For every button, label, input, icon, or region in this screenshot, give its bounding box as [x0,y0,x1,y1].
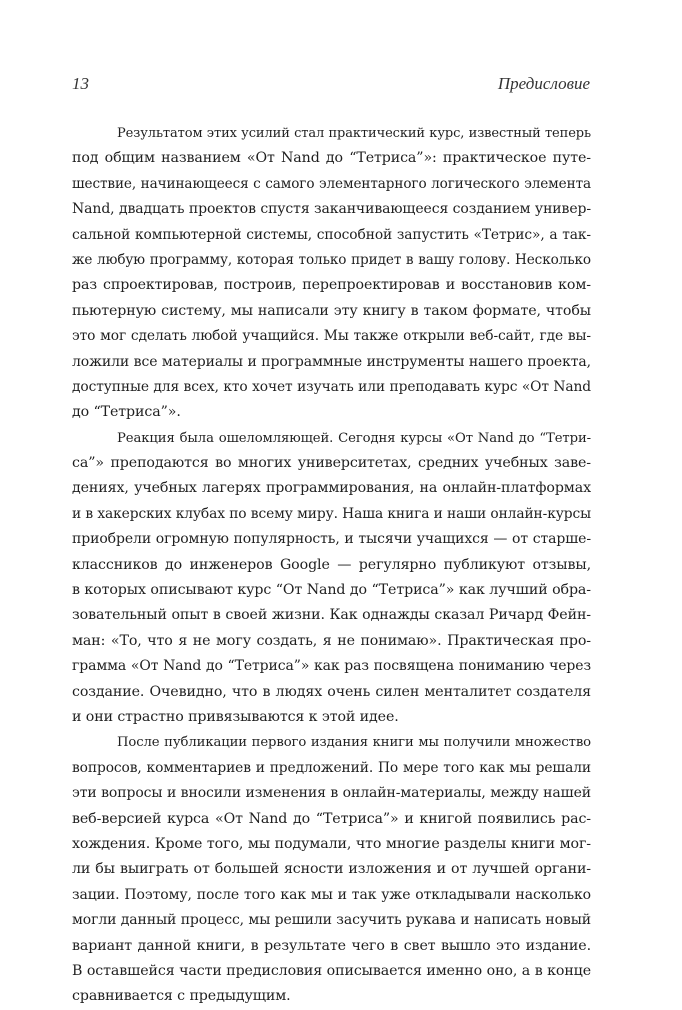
text-line: Nand, двадцать проектов спустя заканчивающееся созданием универ- [72,201,591,218]
text-line: доступные для всех, кто хочет изучать или преподавать курс «От Nand [72,378,591,395]
text-line: раз спроектировав, построив, перепроектировав и восстановив ком- [72,277,591,294]
paragraph-2 [72,426,591,731]
body-text [72,121,591,1010]
text-line: до “Тетриса”». [72,404,181,421]
running-header [72,74,590,98]
paragraph-1 [72,121,591,426]
text-line: это мог сделать любой учащийся. Мы также открыли веб-сайт, где вы- [72,328,591,345]
text-line: же любую программу, которая только придет в вашу голову. Несколько [72,251,591,268]
text-line: создание. Очевидно, что в людях очень силен менталитет создателя [72,683,591,700]
text-line: в которых описывают курс “От Nand до “Тетриса”» как лучший обра- [72,582,591,599]
text-line: ложили все материалы и программные инструменты нашего проекта, [72,353,591,370]
text-line: Реакция была ошеломляющей. Сегодня курсы «От Nand до “Тетри- [117,430,591,446]
text-line: грамма «От Nand до “Тетриса”» как раз посвящена пониманию через [72,658,591,675]
page-number: 13 [72,74,89,93]
text-line: могли данный процесс, мы решили засучить рукава и написать новый [72,912,591,929]
paragraph-3 [72,730,591,1009]
text-line: веб-версией курса «От Nand до “Тетриса”» и книгой появились рас- [72,810,591,827]
text-line [72,146,591,171]
text-line: зации. Поэтому, после того как мы и так уже откладывали насколько [72,886,591,903]
text-line: В оставшейся части предисловия описывается именно оно, а в конце [72,962,591,979]
text-line: шествие, начинающееся с самого элементарного логического элемента [72,175,591,192]
text-line: сравнивается с предыдущим. [72,988,291,1005]
text-line: и в хакерских клубах по всему миру. Наша книга и наши онлайн-курсы [72,505,591,522]
text-line: ли бы выиграть от большей ясности изложения и от лучшей органи- [72,861,591,878]
text-line: дениях, учебных лагерях программирования, на онлайн-платформах [72,480,591,497]
text-line: сальной компьютерной системы, способной запустить «Тетрис», а так- [72,226,591,243]
text-line: вопросов, комментариев и предложений. По мере того как мы решали [72,759,591,776]
text-line: классников до инженеров Google — регулярно публикуют отзывы, [72,556,591,573]
text-line: приобрели огромную популярность, и тысячи учащихся — от старше- [72,531,591,548]
text-line: пьютерную систему, мы написали эту книгу в таком формате, чтобы [72,302,591,319]
text-line: После публикации первого издания книги мы получили множество [117,735,591,751]
text-line-content: под общим названием «От Nand до “Тетриса”»: практическое путе- [72,150,591,167]
text-line: са”» преподаются во многих университетах, средних учебных заве- [72,455,591,472]
text-line: хождения. Кроме того, мы подумали, что многие разделы книги мог- [72,835,591,852]
text-line: вариант данной книги, в результате чего в свет вышло это издание. [72,937,591,954]
running-title: Предисловие [497,74,590,93]
text-line: Результатом этих усилий стал практический курс, известный теперь [117,126,591,141]
text-line: эти вопросы и вносили изменения в онлайн-материалы, между нашей [72,785,591,802]
text-line: и они страстно привязываются к этой идее. [72,708,399,725]
text-line: зовательный опыт в своей жизни. Как однажды сказал Ричард Фейн- [72,607,591,624]
text-line: ман: «То, что я не могу создать, я не понимаю». Практическая про- [72,632,591,649]
